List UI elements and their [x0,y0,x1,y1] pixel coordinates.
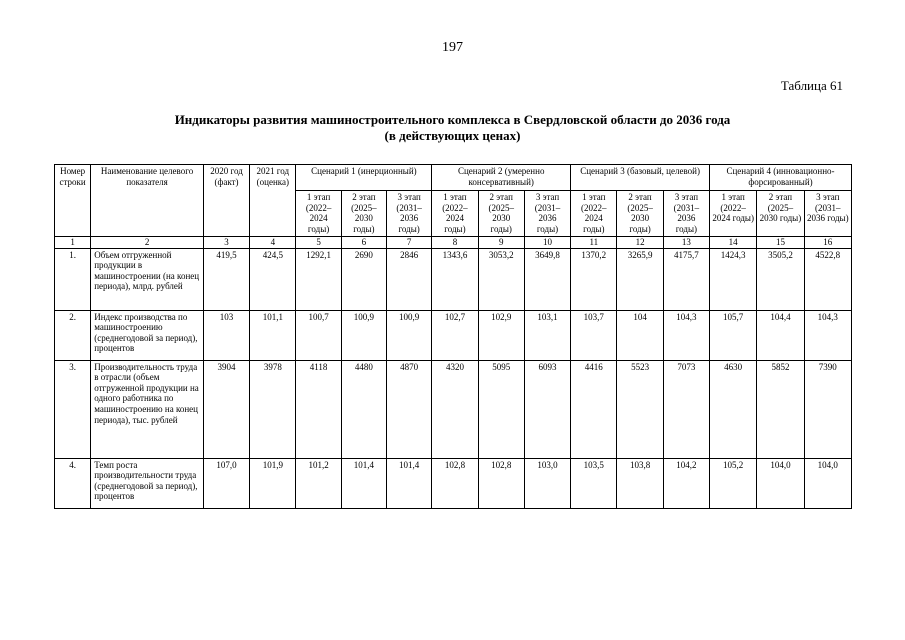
column-index: 15 [757,237,804,249]
cell-value: 3053,2 [478,248,524,310]
header-s2-stage-3: 3 этап (2031–2036 годы) [524,191,570,237]
cell-value: 105,2 [710,458,757,508]
column-index: 6 [341,237,386,249]
cell-value: 104,4 [757,310,804,360]
column-index: 8 [432,237,478,249]
header-s4-stage-2: 2 этап (2025–2030 годы) [757,191,804,237]
column-index: 1 [55,237,91,249]
header-s3-stage-3: 3 этап (2031–2036 годы) [663,191,709,237]
table-row [55,248,852,310]
cell-value: 4870 [387,360,432,458]
header-s1-stage-2: 2 этап (2025–2030 годы) [341,191,386,237]
cell-value: 1370,2 [571,248,617,310]
header-s2-stage-2: 2 этап (2025–2030 годы) [478,191,524,237]
table-row [55,310,852,360]
cell-value: 4630 [710,360,757,458]
cell-value: 102,8 [478,458,524,508]
cell-value: 6093 [524,360,570,458]
column-index: 7 [387,237,432,249]
cell-value: 3904 [203,360,249,458]
cell-value: 101,9 [250,458,296,508]
header-s3-stage-1: 1 этап (2022–2024 годы) [571,191,617,237]
cell-value: 4118 [296,360,341,458]
column-index: 2 [91,237,204,249]
column-index: 9 [478,237,524,249]
title-line-1: Индикаторы развития машиностроительного комплекса в Свердловской области до 2036 года [174,112,731,127]
cell-value: 104,3 [663,310,709,360]
column-index: 13 [663,237,709,249]
cell-value: 4320 [432,360,478,458]
cell-value: 3505,2 [757,248,804,310]
title-line-2: (в действующих ценах) [384,128,521,143]
row-number: 4. [55,458,91,508]
cell-value: 4480 [341,360,386,458]
cell-value: 5523 [617,360,663,458]
cell-value: 4522,8 [804,248,851,310]
indicator-name: Индекс производства по машиностроению (среднегодовой за период), процентов [91,310,204,360]
cell-value: 103,8 [617,458,663,508]
cell-value: 100,7 [296,310,341,360]
header-scenario-2: Сценарий 2 (умеренно консервативный) [432,165,571,191]
header-s4-stage-1: 1 этап (2022–2024 годы) [710,191,757,237]
cell-value: 101,4 [341,458,386,508]
row-number: 2. [55,310,91,360]
indicator-name: Темп роста производительности труда (среднегодовой за период), процентов [91,458,204,508]
cell-value: 4416 [571,360,617,458]
column-index: 3 [203,237,249,249]
header-scenario-3: Сценарий 3 (базовый, целевой) [571,165,710,191]
cell-value: 100,9 [341,310,386,360]
cell-value: 104 [617,310,663,360]
header-s3-stage-2: 2 этап (2025–2030 годы) [617,191,663,237]
column-index: 10 [524,237,570,249]
header-year-2021: 2021 год (оценка) [250,165,296,237]
cell-value: 424,5 [250,248,296,310]
cell-value: 419,5 [203,248,249,310]
cell-value: 7073 [663,360,709,458]
column-index: 11 [571,237,617,249]
cell-value: 101,4 [387,458,432,508]
cell-value: 5852 [757,360,804,458]
cell-value: 2690 [341,248,386,310]
cell-value: 3265,9 [617,248,663,310]
cell-value: 103,5 [571,458,617,508]
indicator-name: Объем отгруженной продукции в машиностроении (на конец периода), млрд. рублей [91,248,204,310]
cell-value: 102,7 [432,310,478,360]
column-index: 4 [250,237,296,249]
cell-value: 102,8 [432,458,478,508]
indicators-table [54,164,852,509]
cell-value: 100,9 [387,310,432,360]
cell-value: 107,0 [203,458,249,508]
cell-value: 103 [203,310,249,360]
header-s1-stage-1: 1 этап (2022–2024 годы) [296,191,341,237]
cell-value: 1424,3 [710,248,757,310]
header-year-2020: 2020 год (факт) [203,165,249,237]
cell-value: 104,3 [804,310,851,360]
cell-value: 4175,7 [663,248,709,310]
table-label: Таблица 61 [780,78,843,93]
cell-value: 102,9 [478,310,524,360]
cell-value: 101,2 [296,458,341,508]
cell-value: 1292,1 [296,248,341,310]
cell-value: 104,2 [663,458,709,508]
column-index: 14 [710,237,757,249]
cell-value: 104,0 [804,458,851,508]
column-index-row [55,237,852,249]
header-row-number: Номер строки [55,165,91,237]
cell-value: 7390 [804,360,851,458]
header-scenario-4: Сценарий 4 (инновационно-форсированный) [710,165,852,191]
indicator-name: Производительность труда в отрасли (объем отгруженной продукции на одного работника по машиностроению на конец периода), тыс. рублей [91,360,204,458]
cell-value: 103,0 [524,458,570,508]
table-row [55,360,852,458]
cell-value: 3978 [250,360,296,458]
cell-value: 1343,6 [432,248,478,310]
cell-value: 101,1 [250,310,296,360]
cell-value: 5095 [478,360,524,458]
cell-value: 103,1 [524,310,570,360]
page-number: 197 [442,40,463,55]
cell-value: 2846 [387,248,432,310]
table-body [55,165,852,509]
column-index: 5 [296,237,341,249]
table-title [60,112,845,144]
header-s1-stage-3: 3 этап (2031–2036 годы) [387,191,432,237]
header-scenario-1: Сценарий 1 (инерционный) [296,165,432,191]
row-number: 1. [55,248,91,310]
header-row-top [55,165,852,191]
cell-value: 3649,8 [524,248,570,310]
column-index: 12 [617,237,663,249]
cell-value: 104,0 [757,458,804,508]
cell-value: 103,7 [571,310,617,360]
header-s4-stage-3: 3 этап (2031–2036 годы) [804,191,851,237]
table-row [55,458,852,508]
header-s2-stage-1: 1 этап (2022–2024 годы) [432,191,478,237]
row-number: 3. [55,360,91,458]
cell-value: 105,7 [710,310,757,360]
header-indicator-name: Наименование целевого показателя [91,165,204,237]
column-index: 16 [804,237,851,249]
